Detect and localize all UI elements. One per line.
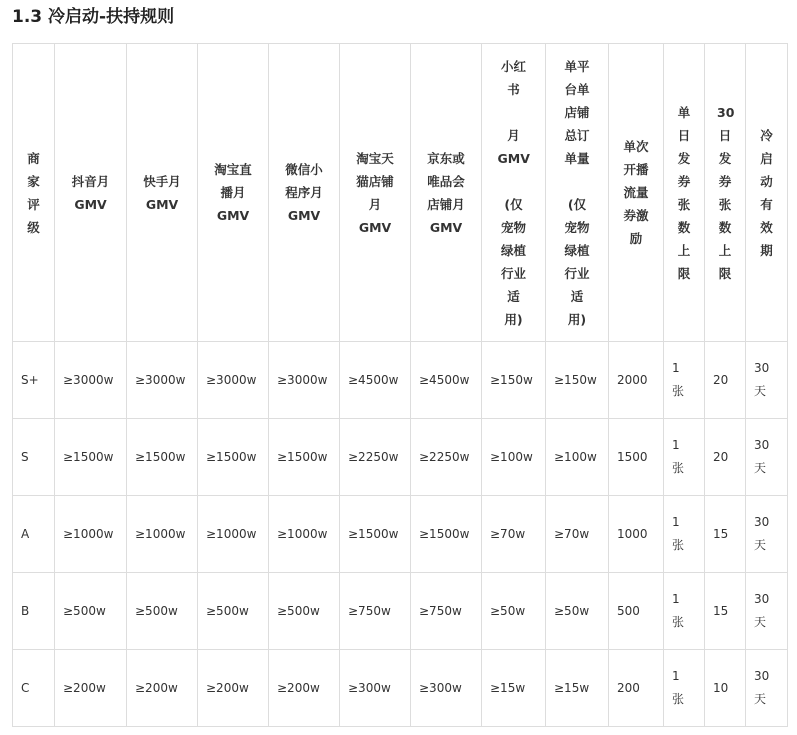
table-cell: [13, 496, 55, 573]
cell-value: 20: [713, 449, 729, 464]
cell-value: 30 天: [754, 515, 770, 552]
table-cell: [609, 573, 664, 650]
cell-value: ≥500w: [63, 603, 106, 618]
table-cell: [127, 650, 198, 727]
table-cell: [664, 573, 705, 650]
column-header-label: 抖音月 GMV: [71, 173, 110, 212]
cell-value: ≥1000w: [135, 526, 186, 541]
column-header-label: 30 日 发 券 张 数 上 限: [717, 104, 735, 281]
cell-value: 2000: [617, 372, 648, 387]
table-cell: [340, 342, 411, 419]
cell-value: ≥1000w: [277, 526, 328, 541]
cell-value: ≥1500w: [419, 526, 470, 541]
section-title: 1.3 冷启动-扶持规则: [12, 7, 175, 27]
cell-value: 30 天: [754, 592, 770, 629]
cell-value: ≥1500w: [63, 449, 114, 464]
table-cell: [269, 419, 340, 496]
table-cell: [198, 496, 269, 573]
cell-value: 10: [713, 680, 729, 695]
table-cell: [746, 342, 788, 419]
cell-value: S+: [21, 372, 39, 387]
column-header-label: 京东或 唯品会 店铺月 GMV: [427, 150, 465, 235]
cell-value: A: [21, 526, 30, 541]
column-header-label: 淘宝天 猫店铺 月GMV: [356, 150, 394, 235]
table-cell: [482, 419, 546, 496]
column-header-label: 单平 台单 店铺 总订 单量 (仅 宠物 绿植 行业 适 用): [564, 58, 590, 327]
cell-value: ≥4500w: [348, 372, 399, 387]
table-cell: [705, 342, 746, 419]
cell-value: ≥500w: [135, 603, 178, 618]
cell-value: ≥150w: [554, 372, 597, 387]
column-header-label: 微信小 程序月 GMV: [285, 162, 323, 223]
table-cell: [198, 573, 269, 650]
table-cell: [340, 573, 411, 650]
cell-value: ≥1500w: [348, 526, 399, 541]
table-cell: [127, 496, 198, 573]
cell-value: ≥750w: [419, 603, 462, 618]
cell-value: ≥750w: [348, 603, 391, 618]
cell-value: 15: [713, 603, 729, 618]
cell-value: S: [21, 449, 29, 464]
table-cell: [340, 496, 411, 573]
table-cell: [546, 650, 609, 727]
column-header: [55, 44, 127, 342]
table-cell: [55, 573, 127, 650]
table-cell: [664, 496, 705, 573]
cell-value: 1 张: [672, 592, 685, 629]
table-body: [13, 342, 788, 727]
column-header: [198, 44, 269, 342]
table-cell: [55, 496, 127, 573]
column-header-label: 冷 启 动 有 效 期: [760, 127, 773, 258]
table-cell: [482, 342, 546, 419]
cell-value: 1000: [617, 526, 648, 541]
cell-value: 30 天: [754, 669, 770, 706]
cell-value: B: [21, 603, 30, 618]
table-cell: [746, 650, 788, 727]
cell-value: ≥2250w: [348, 449, 399, 464]
cell-value: ≥200w: [135, 680, 178, 695]
cell-value: 15: [713, 526, 729, 541]
column-header: [746, 44, 788, 342]
cell-value: ≥100w: [554, 449, 597, 464]
table-cell: [269, 342, 340, 419]
column-header-label: 单 日 发 券 张 数 上 限: [677, 104, 691, 281]
cell-value: ≥1000w: [206, 526, 257, 541]
cell-value: 1500: [617, 449, 648, 464]
table-cell: [411, 573, 482, 650]
cell-value: ≥200w: [63, 680, 106, 695]
cell-value: ≥300w: [348, 680, 391, 695]
cell-value: 1 张: [672, 438, 685, 475]
table-cell: [482, 573, 546, 650]
cell-value: ≥500w: [277, 603, 320, 618]
table-cell: [127, 419, 198, 496]
table-cell: [411, 342, 482, 419]
column-header-label: 商 家 评 级: [27, 150, 40, 235]
column-header: [411, 44, 482, 342]
table-cell: [269, 650, 340, 727]
table-cell: [13, 419, 55, 496]
table-cell: [664, 342, 705, 419]
cell-value: 500: [617, 603, 640, 618]
cell-value: ≥15w: [490, 680, 526, 695]
column-header-label: 小红 书 月 GMV (仅 宠物 绿植 行业 适 用): [497, 58, 530, 327]
cell-value: 200: [617, 680, 640, 695]
cell-value: ≥1500w: [135, 449, 186, 464]
cell-value: ≥3000w: [63, 372, 114, 387]
cell-value: ≥200w: [206, 680, 249, 695]
table-cell: [609, 419, 664, 496]
table-cell: [546, 573, 609, 650]
table-cell: [55, 419, 127, 496]
table-cell: [746, 573, 788, 650]
table-cell: [546, 419, 609, 496]
table-cell: [482, 496, 546, 573]
cell-value: ≥150w: [490, 372, 533, 387]
table-cell: [705, 573, 746, 650]
table-cell: [411, 650, 482, 727]
cell-value: ≥50w: [554, 603, 590, 618]
table-cell: [198, 342, 269, 419]
table-row: [13, 419, 788, 496]
cell-value: ≥3000w: [135, 372, 186, 387]
table-row: [13, 496, 788, 573]
table-cell: [13, 573, 55, 650]
table-cell: [198, 650, 269, 727]
column-header-label: 快手月 GMV: [143, 173, 181, 212]
table-row: [13, 342, 788, 419]
cell-value: 1 张: [672, 361, 685, 398]
cell-value: 20: [713, 372, 729, 387]
table-cell: [705, 496, 746, 573]
table-header: [13, 44, 788, 342]
cell-value: 30 天: [754, 438, 770, 475]
table-cell: [609, 496, 664, 573]
table-cell: [664, 419, 705, 496]
column-header: [269, 44, 340, 342]
table-cell: [664, 650, 705, 727]
column-header: [127, 44, 198, 342]
cell-value: ≥1000w: [63, 526, 114, 541]
column-header-label: 单次 开播 流量 券激 励: [623, 139, 649, 246]
table-cell: [746, 419, 788, 496]
table-cell: [546, 342, 609, 419]
column-header: [13, 44, 55, 342]
cell-value: ≥70w: [554, 526, 590, 541]
table-cell: [55, 342, 127, 419]
table-cell: [269, 496, 340, 573]
cell-value: ≥3000w: [277, 372, 328, 387]
cell-value: 30 天: [754, 361, 770, 398]
column-header: [546, 44, 609, 342]
table-cell: [127, 342, 198, 419]
table-row: [13, 573, 788, 650]
table-cell: [13, 342, 55, 419]
table-row: [13, 650, 788, 727]
table-cell: [55, 650, 127, 727]
cell-value: ≥70w: [490, 526, 526, 541]
cell-value: ≥3000w: [206, 372, 257, 387]
column-header-label: 淘宝直 播月 GMV: [214, 162, 252, 223]
table-cell: [609, 342, 664, 419]
header-row: [13, 44, 788, 342]
table-cell: [746, 496, 788, 573]
table-cell: [198, 419, 269, 496]
table-cell: [127, 573, 198, 650]
table-cell: [705, 650, 746, 727]
cell-value: ≥2250w: [419, 449, 470, 464]
table-cell: [13, 650, 55, 727]
cell-value: ≥15w: [554, 680, 590, 695]
table-cell: [546, 496, 609, 573]
table-cell: [269, 573, 340, 650]
cell-value: 1 张: [672, 515, 685, 552]
table-cell: [609, 650, 664, 727]
cell-value: C: [21, 680, 30, 695]
column-header: [340, 44, 411, 342]
cell-value: ≥200w: [277, 680, 320, 695]
table-cell: [482, 650, 546, 727]
cell-value: ≥1500w: [277, 449, 328, 464]
cell-value: ≥100w: [490, 449, 533, 464]
cell-value: ≥50w: [490, 603, 526, 618]
column-header: [664, 44, 705, 342]
cold-start-rules-table: [12, 43, 788, 727]
column-header: [705, 44, 746, 342]
table-cell: [411, 419, 482, 496]
table-cell: [340, 419, 411, 496]
column-header: [482, 44, 546, 342]
cell-value: ≥500w: [206, 603, 249, 618]
table-cell: [411, 496, 482, 573]
column-header: [609, 44, 664, 342]
cell-value: ≥4500w: [419, 372, 470, 387]
table-cell: [705, 419, 746, 496]
cell-value: ≥300w: [419, 680, 462, 695]
cell-value: 1 张: [672, 669, 685, 706]
cell-value: ≥1500w: [206, 449, 257, 464]
table-cell: [340, 650, 411, 727]
